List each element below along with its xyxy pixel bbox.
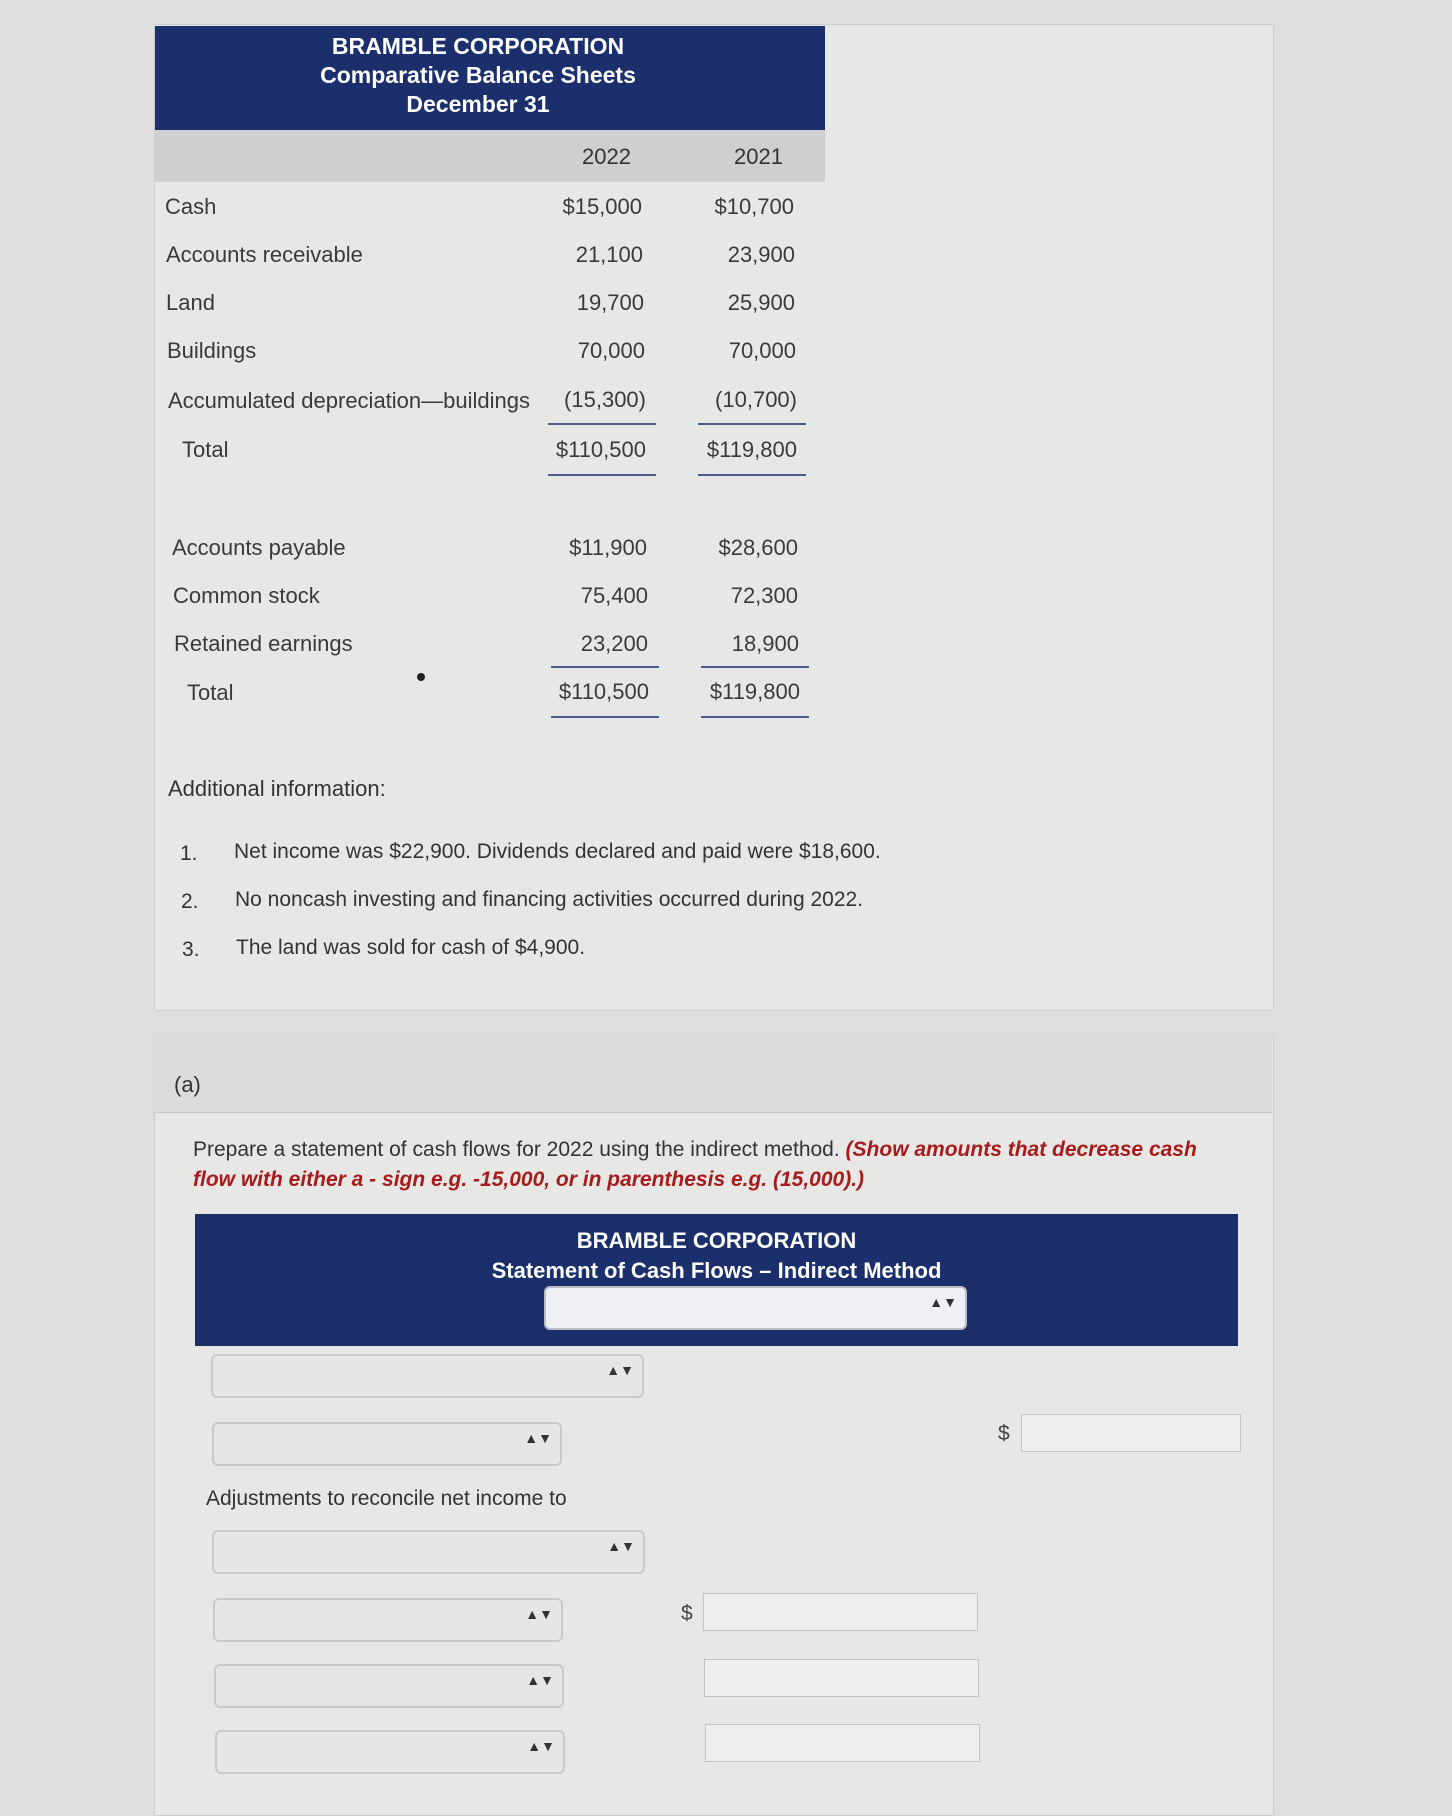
select-arrows-icon: ▲▼ [527,1738,555,1754]
assets-total-2022: $110,500 [555,437,646,462]
ar-2021: 23,900 [727,242,795,267]
double-underline [701,716,809,718]
adjustment-amount-input[interactable] [705,1724,980,1762]
double-underline [548,474,656,476]
select-arrows-icon: ▲▼ [526,1672,554,1688]
bs-company: BRAMBLE CORPORATION [331,33,625,59]
row-label-cash: Cash [165,194,217,219]
row-label-ap: Accounts payable [172,535,346,560]
dollar-sign: $ [998,1422,1010,1445]
row-label-land: Land [166,290,215,315]
ap-2021: $28,600 [718,535,798,560]
additional-info-heading: Additional information: [168,776,386,801]
double-underline [698,474,806,476]
double-underline [551,716,659,718]
retained-earnings-2021: 18,900 [731,631,799,656]
buildings-2021: 70,000 [728,338,796,363]
note-text: Net income was $22,900. Dividends declared and paid were $18,600. [234,840,881,863]
row-label-common-stock: Common stock [173,583,320,608]
amount-input[interactable] [1021,1414,1241,1452]
ap-2022: $11,900 [569,535,647,560]
common-stock-2021: 72,300 [730,583,798,608]
instruction-note: (Show amounts that decrease cash flow with either a - sign e.g. -15,000, or in parenthesis e.g. (15,000).) [193,1138,1197,1191]
liab-total-2022: $110,500 [558,679,649,704]
adjustments-label: Adjustments to reconcile net income to [206,1487,567,1510]
underline [698,423,806,425]
bs-title: Comparative Balance Sheets [320,62,636,88]
row-label-buildings: Buildings [167,338,257,363]
part-a-header [154,1034,1272,1113]
adjustment-amount-input[interactable] [704,1659,979,1697]
year-header-row [155,130,825,182]
instruction-text: Prepare a statement of cash flows for 2022 using the indirect method. [193,1138,840,1161]
row-label-retained-earnings: Retained earnings [174,631,353,656]
cf-title: Statement of Cash Flows – Indirect Method [491,1258,942,1283]
select-arrows-icon: ▲▼ [525,1606,553,1622]
retained-earnings-2022: 23,200 [580,631,648,656]
select-arrows-icon: ▲▼ [929,1294,957,1310]
cash-2022: $15,000 [562,194,642,219]
select-arrows-icon: ▲▼ [607,1538,635,1554]
adjustment-select[interactable] [213,1598,563,1642]
cf-company: BRAMBLE CORPORATION [576,1228,857,1253]
accum-dep-2022: (15,300) [564,387,646,412]
row-label-liab-total: Total [187,680,234,705]
cash-2021: $10,700 [714,194,794,219]
period-select[interactable] [544,1286,967,1330]
adjustment-select[interactable] [215,1730,565,1774]
note-number: 2. [181,890,199,913]
instruction [193,1135,1223,1195]
land-2021: 25,900 [727,290,795,315]
underline [551,666,659,668]
note-text: The land was sold for cash of $4,900. [236,936,586,959]
row-label-accum-dep: Accumulated depreciation—buildings [168,388,530,413]
row-label-assets-total: Total [182,437,229,462]
stray-dot [417,673,425,681]
underline [701,666,809,668]
underline [548,423,656,425]
select-arrows-icon: ▲▼ [524,1430,552,1446]
bs-date: December 31 [406,91,550,117]
ar-2022: 21,100 [575,242,643,267]
liab-total-2021: $119,800 [709,679,800,704]
accum-dep-2021: (10,700) [715,387,797,412]
common-stock-2022: 75,400 [580,583,648,608]
select-arrows-icon: ▲▼ [606,1362,634,1378]
year-2021: 2021 [734,144,783,169]
adjustment-heading-select[interactable] [212,1530,645,1574]
line-item-select[interactable] [212,1422,562,1466]
balance-sheet-header [155,26,825,130]
note-number: 1. [180,842,198,865]
part-a-label: (a) [174,1072,201,1097]
note-text: No noncash investing and financing activities occurred during 2022. [235,888,864,911]
year-2022: 2022 [582,144,631,169]
row-label-ar: Accounts receivable [166,242,363,267]
section-select[interactable] [211,1354,644,1398]
dollar-sign: $ [681,1602,693,1625]
adjustment-select[interactable] [214,1664,564,1708]
buildings-2022: 70,000 [577,338,645,363]
assets-total-2021: $119,800 [706,437,797,462]
note-number: 3. [182,938,200,961]
land-2022: 19,700 [576,290,644,315]
adjustment-amount-input[interactable] [703,1593,978,1631]
